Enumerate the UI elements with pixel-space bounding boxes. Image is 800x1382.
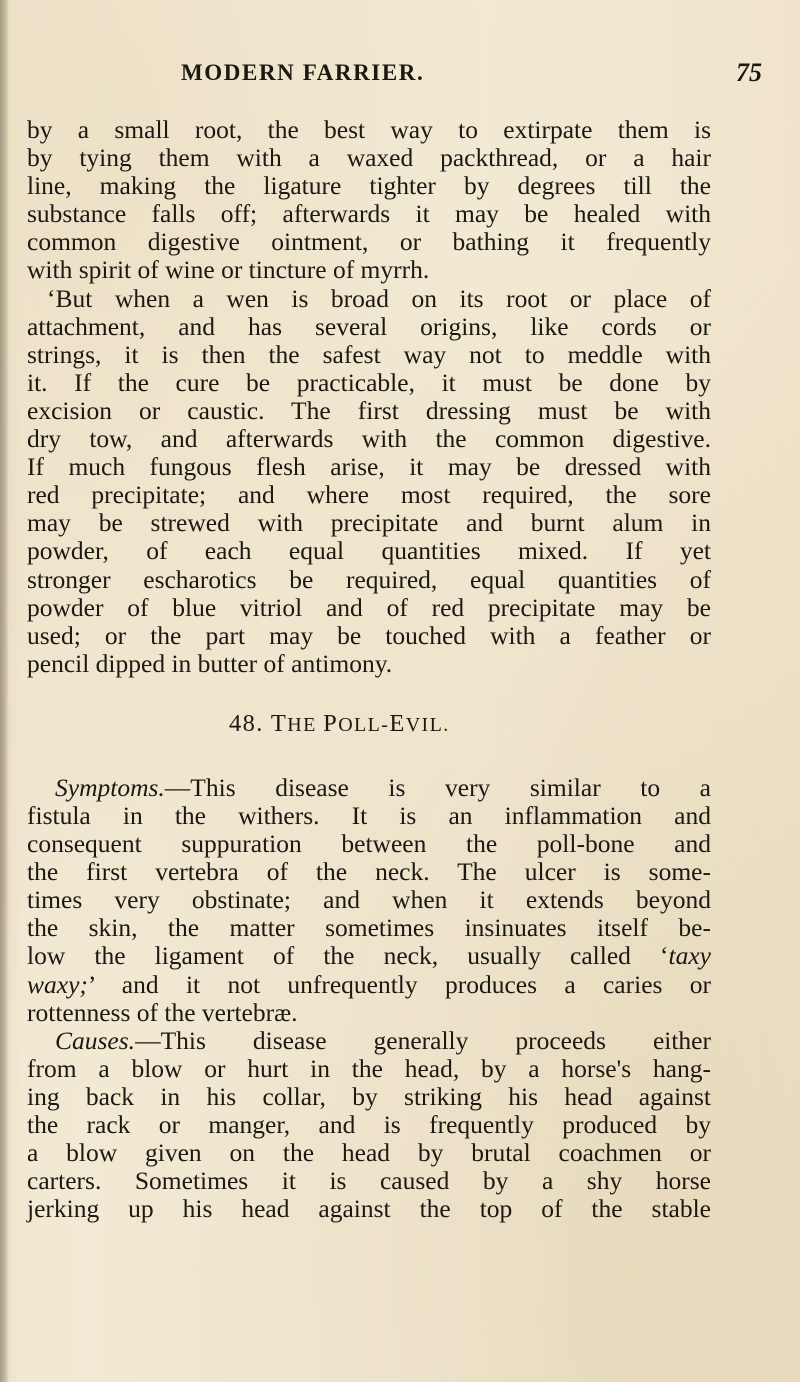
causes-line-text: —This disease generally proceeds either	[135, 1025, 711, 1055]
text-line: ‘But when a wen is broad on its root or place of	[47, 283, 711, 313]
symptoms-line-text: low the ligament of the neck, usually called ‘	[27, 941, 669, 971]
page-number: 75	[736, 58, 762, 87]
text-line: stronger escharotics be required, equal quantities of	[27, 564, 711, 594]
text-line: used; or the part may be touched with a feather or	[27, 620, 711, 650]
text-line: rottenness of the vertebræ.	[27, 997, 298, 1027]
text-line: If much fungous flesh arise, it may be dressed with	[27, 452, 711, 482]
text-line: fistula in the withers. It is an inflammation and	[27, 800, 711, 830]
section-title-cap: E	[389, 709, 406, 737]
text-line: the first vertebra of the neck. The ulcer is some-	[27, 857, 711, 887]
text-line: jerking up his head against the top of the stable	[27, 1194, 711, 1224]
text-line: times very obstinate; and when it extends beyond	[27, 885, 711, 915]
section-title-smallcaps: OLL-	[338, 713, 390, 736]
section-title-smallcaps: HE	[287, 713, 324, 736]
italic-term: waxy;	[27, 969, 88, 999]
section-heading	[27, 692, 711, 774]
text-line: carters. Sometimes it is caused by a shy horse	[27, 1166, 711, 1196]
text-line: by tying them with a waxed packthread, or a hair	[27, 143, 711, 173]
causes-label: Causes.	[55, 1025, 136, 1055]
section-title-cap: T	[270, 709, 288, 737]
text-line: from a blow or hurt in the head, by a horse's hang-	[27, 1053, 711, 1083]
text-line: consequent suppuration between the poll-bone and	[27, 829, 711, 859]
italic-term: taxy	[668, 941, 711, 971]
section-title-smallcaps: VIL.	[405, 713, 450, 736]
symptoms-line-text: ’ and it not unfrequently produces a caries or	[87, 969, 711, 999]
text-line: strings, it is then the safest way not to meddle with	[27, 339, 711, 369]
page-body	[27, 116, 711, 1223]
text-line: ing back in his collar, by striking his head against	[27, 1081, 711, 1111]
text-line	[27, 1027, 711, 1055]
section-number: 48.	[229, 709, 264, 737]
text-line: by a small root, the best way to extirpate them is	[27, 115, 711, 144]
text-line	[27, 774, 711, 802]
symptoms-label: Symptoms.	[55, 772, 165, 802]
text-line: excision or caustic. The first dressing must be with	[27, 395, 711, 425]
text-line: with spirit of wine or tincture of myrrh.	[27, 255, 430, 285]
text-line: the skin, the matter sometimes insinuates itself be-	[27, 913, 711, 943]
text-line	[27, 942, 711, 970]
text-line: it. If the cure be practicable, it must be done by	[27, 367, 711, 397]
text-line: pencil dipped in butter of antimony.	[27, 648, 393, 678]
text-line: the rack or manger, and is frequently produced by	[27, 1110, 711, 1139]
section-title-cap: P	[323, 709, 339, 737]
running-head: MODERN FARRIER.	[181, 60, 425, 85]
text-line: line, making the ligature tighter by degrees till the	[27, 171, 711, 201]
text-line: powder of blue vitriol and of red precipitate may be	[27, 592, 711, 622]
paragraph-wen-broad	[27, 285, 711, 678]
text-line: common digestive ointment, or bathing it frequently	[27, 227, 711, 257]
binding-gutter	[0, 0, 9, 1382]
text-line: substance falls off; afterwards it may be healed with	[27, 199, 711, 229]
section-spacer	[27, 678, 711, 692]
paragraph-symptoms	[27, 774, 711, 1027]
text-line: attachment, and has several origins, like cords or	[27, 311, 711, 341]
symptoms-line-text: —This disease is very similar to a	[164, 772, 711, 802]
text-line: may be strewed with precipitate and burnt alum in	[27, 508, 711, 538]
text-line	[27, 971, 711, 999]
page-header	[0, 60, 800, 90]
text-line: dry tow, and afterwards with the common digestive.	[27, 424, 711, 454]
paragraph-wen-root	[27, 116, 711, 285]
text-line: a blow given on the head by brutal coachmen or	[27, 1138, 711, 1168]
text-line: red precipitate; and where most required, the sore	[27, 480, 711, 510]
paragraph-causes	[27, 1027, 711, 1224]
text-line: powder, of each equal quantities mixed. If yet	[27, 536, 711, 566]
